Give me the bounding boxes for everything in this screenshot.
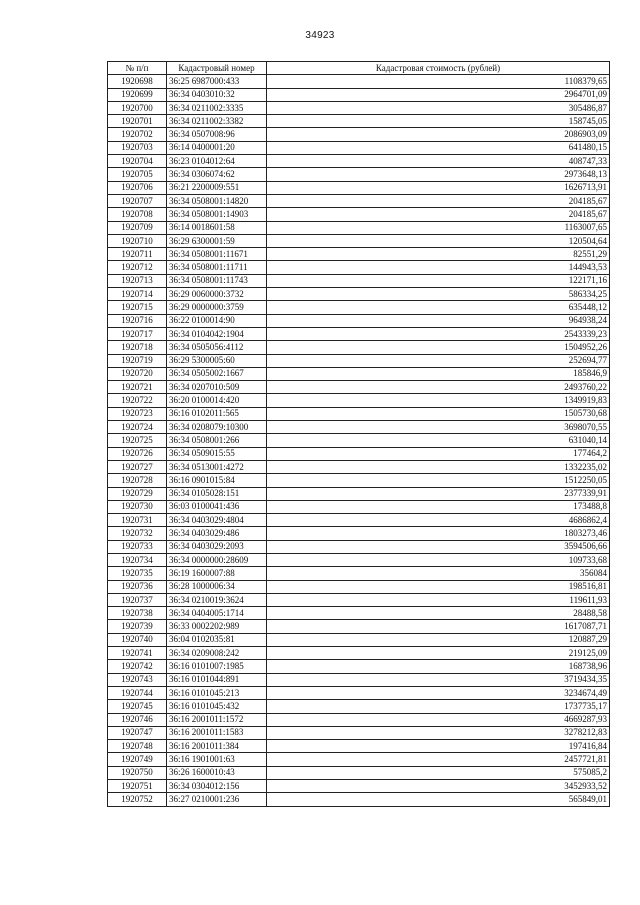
cadastral-value-cell: 219125,09 [267,647,610,660]
row-number-cell: 1920732 [108,527,167,540]
cadastral-number-cell: 36:04 0102035:81 [167,633,267,646]
table-row [108,726,610,739]
cadastral-number-cell: 36:16 2001011:1572 [167,713,267,726]
table-row [108,194,610,207]
cadastral-value-cell: 120504,64 [267,234,610,247]
cadastral-number-cell: 36:34 0508001:14903 [167,208,267,221]
row-number-cell: 1920734 [108,553,167,566]
row-number-cell: 1920720 [108,367,167,380]
cadastral-value-cell: 4669287,93 [267,713,610,726]
row-number-cell: 1920745 [108,700,167,713]
cadastral-value-cell: 565849,01 [267,793,610,806]
row-number-cell: 1920737 [108,593,167,606]
cadastral-number-cell: 36:33 0002202:989 [167,620,267,633]
table-row [108,301,610,314]
header-cadastral-value: Кадастровая стоимость (рублей) [267,62,610,75]
row-number-cell: 1920714 [108,288,167,301]
table-row [108,155,610,168]
row-number-cell: 1920698 [108,75,167,88]
page-number: 34923 [305,30,335,41]
table-row [108,221,610,234]
cadastral-number-cell: 36:27 0210001:236 [167,793,267,806]
row-number-cell: 1920752 [108,793,167,806]
cadastral-number-cell: 36:34 0403029:4804 [167,514,267,527]
cadastral-number-cell: 36:16 0101044:891 [167,673,267,686]
cadastral-value-cell: 2973648,13 [267,168,610,181]
cadastral-number-cell: 36:16 2001011:1583 [167,726,267,739]
table-row [108,740,610,753]
table-row [108,381,610,394]
cadastral-value-cell: 2377339,91 [267,487,610,500]
cadastral-value-cell: 575085,2 [267,766,610,779]
table-row [108,780,610,793]
table-row [108,288,610,301]
header-cadastral-number: Кадастровый номер [167,62,267,75]
cadastral-value-cell: 356084 [267,567,610,580]
cadastral-value-cell: 4686862,4 [267,514,610,527]
cadastral-number-cell: 36:34 0508001:11671 [167,248,267,261]
cadastral-value-cell: 2086903,09 [267,128,610,141]
cadastral-number-cell: 36:29 0060000:3732 [167,288,267,301]
row-number-cell: 1920703 [108,141,167,154]
row-number-cell: 1920741 [108,647,167,660]
cadastral-value-cell: 3719434,35 [267,673,610,686]
table-row [108,248,610,261]
cadastral-number-cell: 36:34 0505056:4112 [167,341,267,354]
table-body [108,75,610,806]
table-header [108,62,610,75]
table-row [108,633,610,646]
row-number-cell: 1920708 [108,208,167,221]
row-number-cell: 1920736 [108,580,167,593]
row-number-cell: 1920717 [108,327,167,340]
table-row [108,647,610,660]
table-row [108,274,610,287]
cadastral-value-cell: 144943,53 [267,261,610,274]
cadastral-value-cell: 1349919,83 [267,394,610,407]
table-row [108,407,610,420]
cadastral-value-cell: 185846,9 [267,367,610,380]
cadastral-value-table [107,61,610,807]
cadastral-value-cell: 3594506,66 [267,540,610,553]
table-row [108,700,610,713]
cadastral-value-cell: 2964701,09 [267,88,610,101]
row-number-cell: 1920738 [108,607,167,620]
table-row [108,753,610,766]
header-row-number: № п/п [108,62,167,75]
cadastral-value-cell: 168738,96 [267,660,610,673]
row-number-cell: 1920724 [108,421,167,434]
row-number-cell: 1920704 [108,155,167,168]
cadastral-number-cell: 36:16 0101045:432 [167,700,267,713]
row-number-cell: 1920727 [108,460,167,473]
cadastral-value-cell: 1803273,46 [267,527,610,540]
cadastral-number-cell: 36:29 0000000:3759 [167,301,267,314]
table-row [108,713,610,726]
cadastral-number-cell: 36:16 2001011:384 [167,740,267,753]
row-number-cell: 1920710 [108,234,167,247]
table-row [108,341,610,354]
table-row [108,394,610,407]
row-number-cell: 1920739 [108,620,167,633]
cadastral-number-cell: 36:34 0508001:14820 [167,194,267,207]
cadastral-value-cell: 641480,15 [267,141,610,154]
row-number-cell: 1920705 [108,168,167,181]
cadastral-number-cell: 36:20 0100014:420 [167,394,267,407]
cadastral-value-cell: 204185,67 [267,208,610,221]
table-row [108,88,610,101]
table-row [108,553,610,566]
cadastral-number-cell: 36:16 0101045:213 [167,686,267,699]
row-number-cell: 1920716 [108,314,167,327]
table-row [108,327,610,340]
cadastral-number-cell: 36:16 0901015:84 [167,474,267,487]
row-number-cell: 1920735 [108,567,167,580]
cadastral-value-cell: 1617087,71 [267,620,610,633]
row-number-cell: 1920713 [108,274,167,287]
cadastral-value-cell: 2493760,22 [267,381,610,394]
table-row [108,686,610,699]
row-number-cell: 1920742 [108,660,167,673]
cadastral-number-cell: 36:34 0211002:3335 [167,101,267,114]
cadastral-number-cell: 36:34 0513001:4272 [167,460,267,473]
table-row [108,101,610,114]
row-number-cell: 1920702 [108,128,167,141]
row-number-cell: 1920747 [108,726,167,739]
table-row [108,514,610,527]
cadastral-number-cell: 36:16 0102011:565 [167,407,267,420]
table-row [108,75,610,88]
row-number-cell: 1920730 [108,500,167,513]
table-row [108,487,610,500]
table-row [108,181,610,194]
row-number-cell: 1920718 [108,341,167,354]
table-row [108,141,610,154]
table-row [108,474,610,487]
cadastral-value-cell: 635448,12 [267,301,610,314]
table-row [108,593,610,606]
table-row [108,434,610,447]
cadastral-number-cell: 36:34 0403029:486 [167,527,267,540]
cadastral-number-cell: 36:34 0210019:3624 [167,593,267,606]
row-number-cell: 1920731 [108,514,167,527]
cadastral-number-cell: 36:34 0000000:28609 [167,553,267,566]
cadastral-value-cell: 631040,14 [267,434,610,447]
cadastral-number-cell: 36:16 0101007:1985 [167,660,267,673]
row-number-cell: 1920743 [108,673,167,686]
cadastral-number-cell: 36:16 1901001:63 [167,753,267,766]
header-row [108,62,610,75]
row-number-cell: 1920740 [108,633,167,646]
cadastral-value-cell: 3278212,83 [267,726,610,739]
table-row [108,673,610,686]
cadastral-number-cell: 36:34 0211002:3382 [167,115,267,128]
cadastral-number-cell: 36:29 6300001:59 [167,234,267,247]
table-row [108,421,610,434]
cadastral-value-cell: 198516,81 [267,580,610,593]
table-row [108,354,610,367]
cadastral-value-cell: 82551,29 [267,248,610,261]
cadastral-number-cell: 36:28 1000006:34 [167,580,267,593]
row-number-cell: 1920751 [108,780,167,793]
cadastral-value-cell: 1505730,68 [267,407,610,420]
table-row [108,447,610,460]
cadastral-value-cell: 28488,58 [267,607,610,620]
row-number-cell: 1920699 [108,88,167,101]
cadastral-number-cell: 36:34 0105028:151 [167,487,267,500]
row-number-cell: 1920722 [108,394,167,407]
cadastral-number-cell: 36:34 0505002:1667 [167,367,267,380]
cadastral-number-cell: 36:34 0508001:11743 [167,274,267,287]
cadastral-number-cell: 36:22 0100014:90 [167,314,267,327]
cadastral-number-cell: 36:34 0508001:11711 [167,261,267,274]
cadastral-number-cell: 36:21 2200009:551 [167,181,267,194]
table-row [108,527,610,540]
cadastral-value-cell: 173488,8 [267,500,610,513]
table-row [108,115,610,128]
cadastral-number-cell: 36:34 0208079:10300 [167,421,267,434]
cadastral-number-cell: 36:34 0404005:1714 [167,607,267,620]
table-row [108,580,610,593]
cadastral-number-cell: 36:14 0400001:20 [167,141,267,154]
cadastral-number-cell: 36:34 0509015:55 [167,447,267,460]
row-number-cell: 1920744 [108,686,167,699]
cadastral-value-cell: 1332235,02 [267,460,610,473]
cadastral-value-cell: 408747,33 [267,155,610,168]
cadastral-number-cell: 36:03 0100041:436 [167,500,267,513]
row-number-cell: 1920706 [108,181,167,194]
cadastral-value-cell: 305486,87 [267,101,610,114]
cadastral-value-cell: 964938,24 [267,314,610,327]
cadastral-number-cell: 36:14 0018601:58 [167,221,267,234]
row-number-cell: 1920748 [108,740,167,753]
cadastral-value-cell: 177464,2 [267,447,610,460]
cadastral-value-cell: 158745,05 [267,115,610,128]
cadastral-number-cell: 36:34 0403010:32 [167,88,267,101]
cadastral-number-cell: 36:34 0306074:62 [167,168,267,181]
cadastral-value-cell: 204185,67 [267,194,610,207]
cadastral-value-cell: 586334,25 [267,288,610,301]
table-row [108,500,610,513]
row-number-cell: 1920726 [108,447,167,460]
row-number-cell: 1920721 [108,381,167,394]
table-row [108,314,610,327]
cadastral-value-cell: 197416,84 [267,740,610,753]
table-row [108,766,610,779]
cadastral-value-cell: 120887,29 [267,633,610,646]
row-number-cell: 1920725 [108,434,167,447]
table-row [108,620,610,633]
table-row [108,460,610,473]
row-number-cell: 1920712 [108,261,167,274]
cadastral-value-cell: 1512250,05 [267,474,610,487]
table-row [108,234,610,247]
row-number-cell: 1920733 [108,540,167,553]
cadastral-number-cell: 36:26 1600010:43 [167,766,267,779]
cadastral-value-cell: 119611,93 [267,593,610,606]
cadastral-number-cell: 36:25 6987000:433 [167,75,267,88]
cadastral-number-cell: 36:34 0207010:509 [167,381,267,394]
row-number-cell: 1920715 [108,301,167,314]
cadastral-value-cell: 1108379,65 [267,75,610,88]
cadastral-number-cell: 36:34 0104042:1904 [167,327,267,340]
cadastral-number-cell: 36:34 0403029:2093 [167,540,267,553]
cadastral-value-cell: 1737735,17 [267,700,610,713]
cadastral-number-cell: 36:19 1600007:88 [167,567,267,580]
row-number-cell: 1920728 [108,474,167,487]
row-number-cell: 1920719 [108,354,167,367]
table-row [108,540,610,553]
cadastral-value-cell: 1163007,65 [267,221,610,234]
cadastral-value-cell: 3452933,52 [267,780,610,793]
table-row [108,208,610,221]
cadastral-value-cell: 3234674,49 [267,686,610,699]
cadastral-value-cell: 2543339,23 [267,327,610,340]
row-number-cell: 1920746 [108,713,167,726]
cadastral-number-cell: 36:29 5300005:60 [167,354,267,367]
cadastral-value-cell: 122171,16 [267,274,610,287]
cadastral-number-cell: 36:34 0507008:96 [167,128,267,141]
table-row [108,793,610,806]
cadastral-value-cell: 252694,77 [267,354,610,367]
cadastral-value-cell: 3698070,55 [267,421,610,434]
cadastral-value-cell: 109733,68 [267,553,610,566]
cadastral-value-cell: 2457721,81 [267,753,610,766]
row-number-cell: 1920700 [108,101,167,114]
table-row [108,261,610,274]
cadastral-number-cell: 36:34 0209008:242 [167,647,267,660]
row-number-cell: 1920711 [108,248,167,261]
cadastral-number-cell: 36:23 0104012:64 [167,155,267,168]
row-number-cell: 1920707 [108,194,167,207]
cadastral-number-cell: 36:34 0304012:156 [167,780,267,793]
table-row [108,607,610,620]
table-row [108,128,610,141]
row-number-cell: 1920723 [108,407,167,420]
table-row [108,367,610,380]
row-number-cell: 1920709 [108,221,167,234]
cadastral-number-cell: 36:34 0508001:266 [167,434,267,447]
cadastral-value-cell: 1626713,91 [267,181,610,194]
table-row [108,168,610,181]
table-row [108,567,610,580]
row-number-cell: 1920729 [108,487,167,500]
row-number-cell: 1920749 [108,753,167,766]
row-number-cell: 1920701 [108,115,167,128]
table-row [108,660,610,673]
cadastral-value-cell: 1504952,26 [267,341,610,354]
row-number-cell: 1920750 [108,766,167,779]
